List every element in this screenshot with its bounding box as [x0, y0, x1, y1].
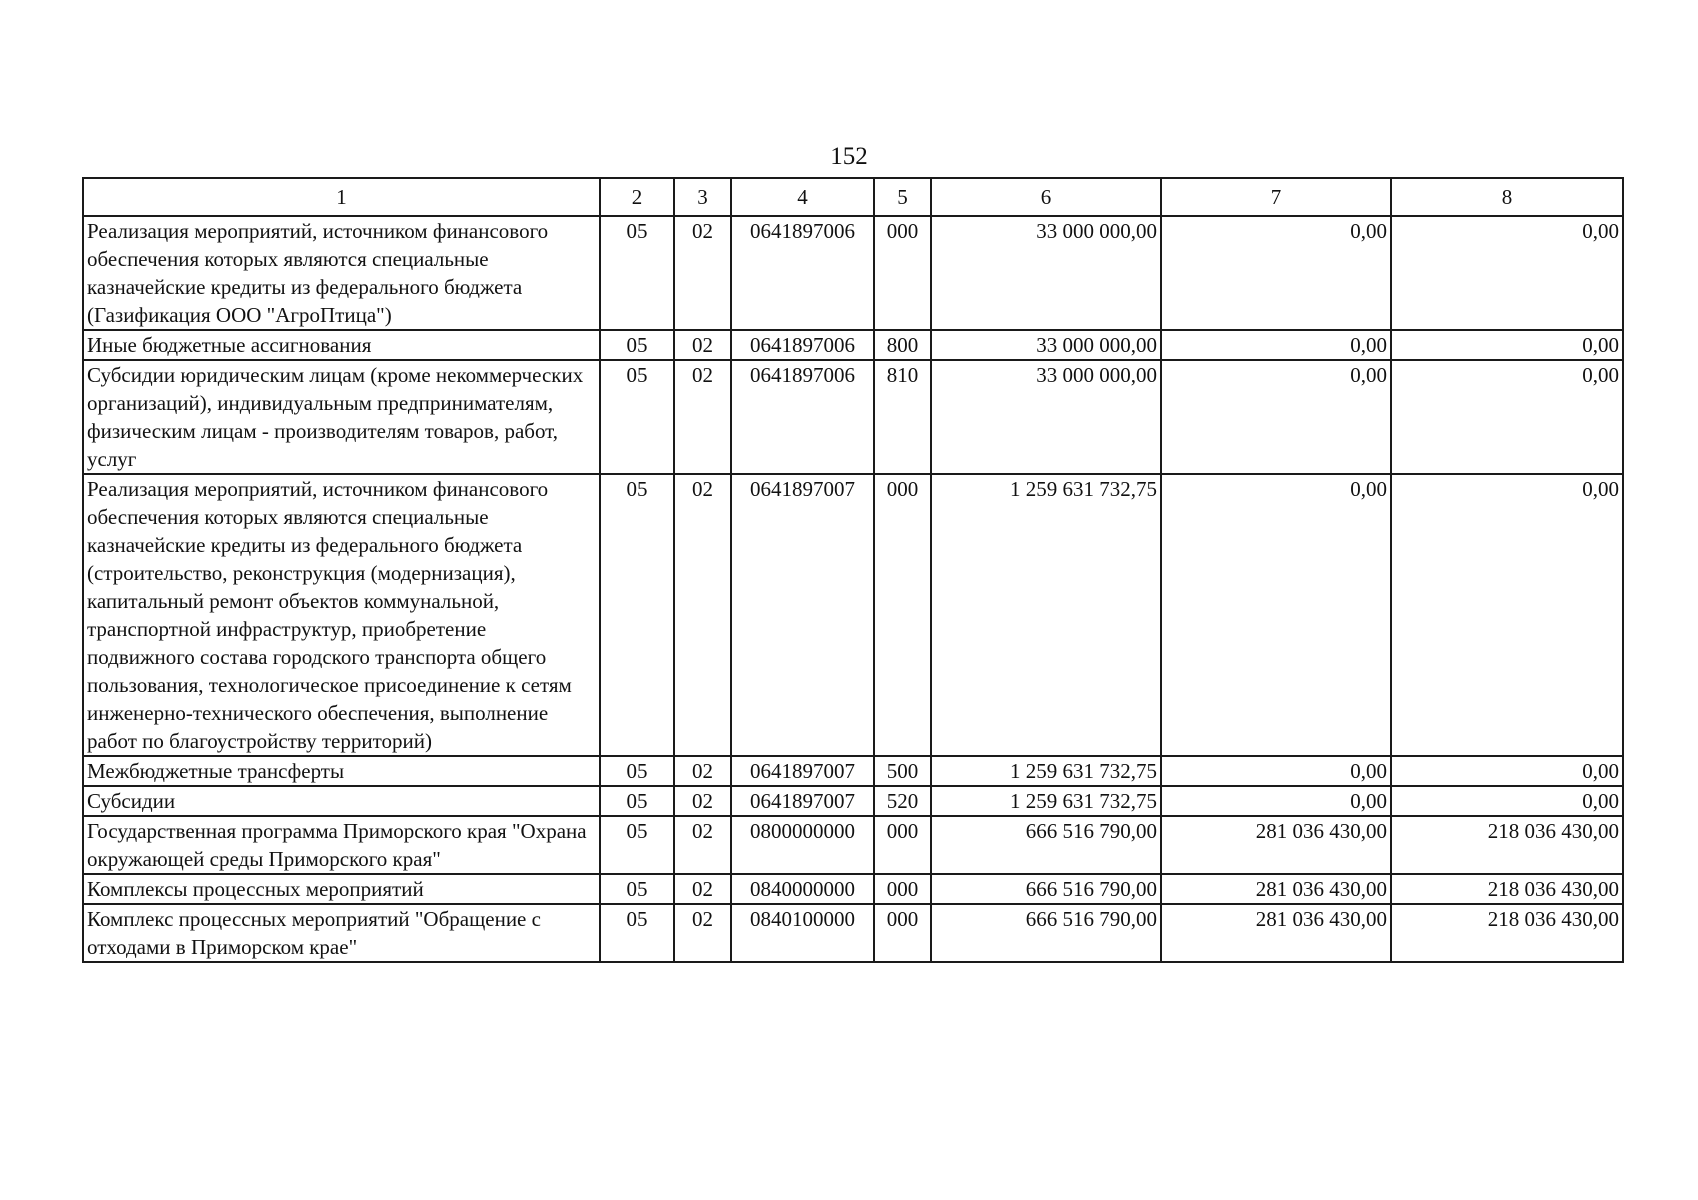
column-header: 8: [1391, 178, 1623, 216]
amount-col-6: 33 000 000,00: [931, 330, 1161, 360]
type-code: 810: [874, 360, 931, 474]
subsection-code: 02: [674, 756, 731, 786]
amount-col-8: 0,00: [1391, 360, 1623, 474]
item-name: Субсидии юридическим лицам (кроме некоммерческих организаций), индивидуальным предпринимателям, физическим лицам - производителям товаров, работ, услуг: [83, 360, 600, 474]
table-row: [83, 786, 1623, 816]
item-name: Комплексы процессных мероприятий: [83, 874, 600, 904]
table-row: [83, 756, 1623, 786]
amount-col-7: 281 036 430,00: [1161, 816, 1391, 874]
table-row: [83, 360, 1623, 474]
subsection-code: 02: [674, 904, 731, 962]
column-header: 2: [600, 178, 674, 216]
amount-col-6: 666 516 790,00: [931, 816, 1161, 874]
section-code: 05: [600, 330, 674, 360]
type-code: 500: [874, 756, 931, 786]
subsection-code: 02: [674, 816, 731, 874]
budget-table: [82, 177, 1624, 963]
amount-col-6: 1 259 631 732,75: [931, 786, 1161, 816]
amount-col-7: 0,00: [1161, 756, 1391, 786]
section-code: 05: [600, 756, 674, 786]
amount-col-6: 1 259 631 732,75: [931, 756, 1161, 786]
type-code: 000: [874, 474, 931, 756]
type-code: 000: [874, 216, 931, 330]
target-code: 0641897006: [731, 360, 874, 474]
table-row: [83, 874, 1623, 904]
amount-col-7: 0,00: [1161, 330, 1391, 360]
item-name: Межбюджетные трансферты: [83, 756, 600, 786]
item-name: Реализация мероприятий, источником финансового обеспечения которых являются специальные казначейские кредиты из федерального бюджета (строительство, реконструкция (модернизация), капитальный ремонт объектов коммунальной, транспортной инфраструктур, приобретение подвижного состава городского транспорта общего пользования, технологическое присоединение к сетям инженерно-технического обеспечения, выполнение работ по благоустройству территорий): [83, 474, 600, 756]
type-code: 800: [874, 330, 931, 360]
item-name: Комплекс процессных мероприятий "Обращение с отходами в Приморском крае": [83, 904, 600, 962]
column-header: 1: [83, 178, 600, 216]
section-code: 05: [600, 474, 674, 756]
amount-col-7: 0,00: [1161, 360, 1391, 474]
item-name: Государственная программа Приморского края "Охрана окружающей среды Приморского края": [83, 816, 600, 874]
type-code: 000: [874, 874, 931, 904]
column-header: 5: [874, 178, 931, 216]
page-number: 152: [830, 143, 868, 170]
item-name: Субсидии: [83, 786, 600, 816]
table-row: [83, 816, 1623, 874]
section-code: 05: [600, 904, 674, 962]
amount-col-7: 0,00: [1161, 216, 1391, 330]
section-code: 05: [600, 216, 674, 330]
amount-col-8: 218 036 430,00: [1391, 874, 1623, 904]
type-code: 000: [874, 816, 931, 874]
amount-col-7: 281 036 430,00: [1161, 904, 1391, 962]
section-code: 05: [600, 786, 674, 816]
target-code: 0641897006: [731, 216, 874, 330]
section-code: 05: [600, 874, 674, 904]
subsection-code: 02: [674, 474, 731, 756]
amount-col-7: 0,00: [1161, 474, 1391, 756]
amount-col-8: 0,00: [1391, 330, 1623, 360]
item-name: Иные бюджетные ассигнования: [83, 330, 600, 360]
table-row: [83, 904, 1623, 962]
amount-col-6: 1 259 631 732,75: [931, 474, 1161, 756]
section-code: 05: [600, 360, 674, 474]
type-code: 000: [874, 904, 931, 962]
table-row: [83, 216, 1623, 330]
amount-col-6: 33 000 000,00: [931, 216, 1161, 330]
target-code: 0641897007: [731, 756, 874, 786]
column-header: 7: [1161, 178, 1391, 216]
amount-col-8: 218 036 430,00: [1391, 904, 1623, 962]
amount-col-8: 0,00: [1391, 216, 1623, 330]
header-row: [83, 178, 1623, 216]
amount-col-7: 281 036 430,00: [1161, 874, 1391, 904]
subsection-code: 02: [674, 216, 731, 330]
amount-col-7: 0,00: [1161, 786, 1391, 816]
subsection-code: 02: [674, 360, 731, 474]
column-header: 6: [931, 178, 1161, 216]
column-header: 3: [674, 178, 731, 216]
column-header: 4: [731, 178, 874, 216]
type-code: 520: [874, 786, 931, 816]
item-name: Реализация мероприятий, источником финансового обеспечения которых являются специальные казначейские кредиты из федерального бюджета (Газификация ООО "АгроПтица"): [83, 216, 600, 330]
amount-col-6: 666 516 790,00: [931, 874, 1161, 904]
amount-col-8: 0,00: [1391, 756, 1623, 786]
subsection-code: 02: [674, 786, 731, 816]
table-row: [83, 330, 1623, 360]
section-code: 05: [600, 816, 674, 874]
subsection-code: 02: [674, 874, 731, 904]
amount-col-6: 666 516 790,00: [931, 904, 1161, 962]
table-row: [83, 474, 1623, 756]
target-code: 0641897007: [731, 474, 874, 756]
target-code: 0641897007: [731, 786, 874, 816]
target-code: 0641897006: [731, 330, 874, 360]
amount-col-8: 0,00: [1391, 474, 1623, 756]
target-code: 0800000000: [731, 816, 874, 874]
target-code: 0840100000: [731, 904, 874, 962]
target-code: 0840000000: [731, 874, 874, 904]
amount-col-8: 0,00: [1391, 786, 1623, 816]
amount-col-8: 218 036 430,00: [1391, 816, 1623, 874]
subsection-code: 02: [674, 330, 731, 360]
amount-col-6: 33 000 000,00: [931, 360, 1161, 474]
